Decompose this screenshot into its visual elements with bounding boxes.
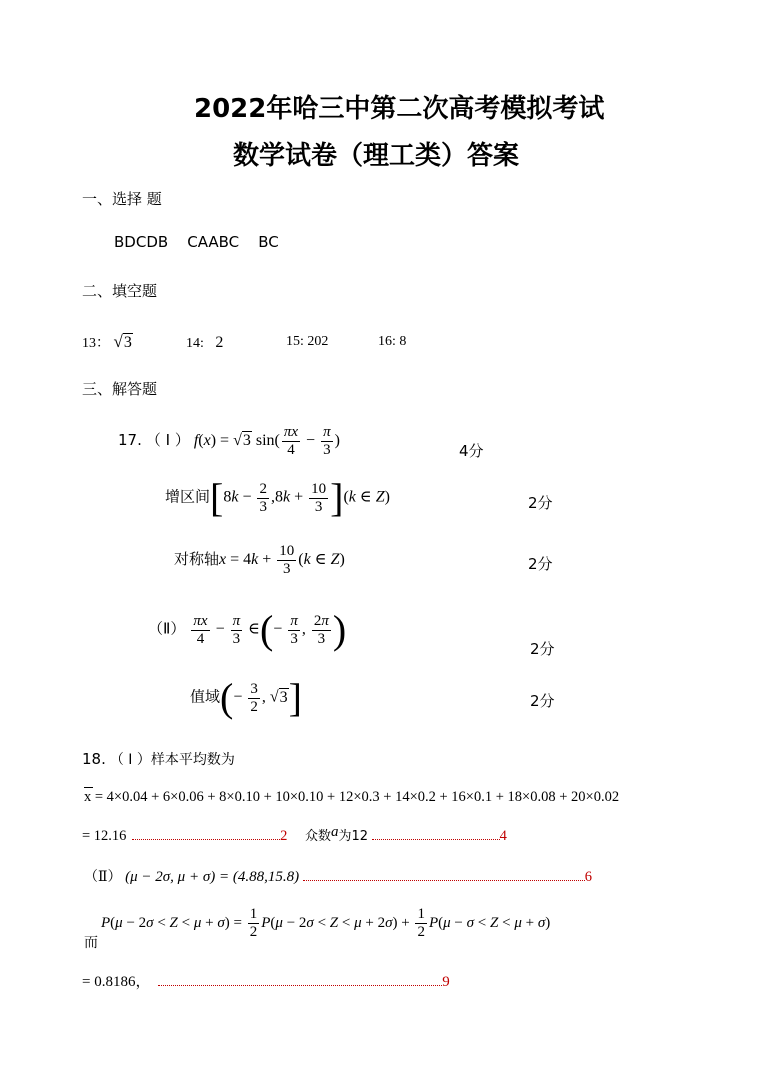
mark-4: 4 <box>499 828 507 844</box>
q17-part2-line: （Ⅱ） $\frac{\pi x}{4}$ − $\frac{\pi}{3}$ ∈(− $\frac{\pi}{3}$ , $\frac{2\pi}{3}$ ) <box>148 607 347 652</box>
q18-prob-result-line <box>82 970 450 991</box>
fill-item-16 <box>378 334 406 350</box>
q17-part1-line: 17. （ Ⅰ ） f(x) = √3 sin( $\frac{\pi x}{4}$ − $\frac{\pi}{3}$ ) <box>118 424 340 458</box>
fill-label-14: 14: <box>186 336 204 351</box>
choice-answers: BDCDB CAABC BC <box>114 233 279 251</box>
q18-part1-label: （ Ⅰ ）样本平均数为 <box>109 752 235 768</box>
q17-score-3: 2分 <box>528 555 553 573</box>
x-bar-overline <box>84 787 93 788</box>
q17-part2-label: （Ⅱ） <box>148 619 186 638</box>
q18-interval: (μ − 2σ, μ + σ) = (4.88,15.8) <box>125 869 300 885</box>
q18-part2-line <box>84 866 592 886</box>
q17-range: 值域(− $\frac{3}{2}$ , √3] <box>190 675 302 720</box>
q17-score-5: 2分 <box>530 692 555 710</box>
mark-2: 2 <box>280 828 288 844</box>
fill-value-16: 8 <box>399 334 407 349</box>
score-dots <box>158 984 442 986</box>
q18-mode-value: 为12 <box>338 829 368 844</box>
fill-value-13: 3 <box>123 334 132 351</box>
q18-probability-expression: P(μ − 2σ < Z < μ + σ) = $\frac{1}{2}$ P(μ − 2σ < Z < μ + 2σ) + $\frac{1}{2}$ P(μ − σ < Z < μ + σ) <box>101 906 551 940</box>
mark-9: 9 <box>442 974 450 990</box>
q17-score-2: 2分 <box>528 494 553 512</box>
q18-part1-line <box>82 749 235 769</box>
score-dots <box>372 838 500 840</box>
q18-mean-result-line <box>82 824 507 845</box>
fill-item-14 <box>186 334 223 352</box>
q18-mean-result: = 12.16 <box>82 828 127 844</box>
title-line-1: 2022年哈三中第二次高考模拟考试 <box>194 94 605 124</box>
fill-item-13: 13： √3 <box>82 332 132 351</box>
q18-mode-text: 众数 <box>304 829 331 844</box>
fill-label-16: 16: <box>378 334 396 349</box>
fill-value-14: 2 <box>215 334 224 351</box>
q17-range-label: 值域 <box>190 687 221 706</box>
q18-mean-expression: x = 4×0.04 + 6×0.06 + 8×0.10 + 10×0.10 + 12×0.3 + 14×0.2 + 16×0.1 + 18×0.08 + 20×0.02 <box>84 789 620 805</box>
q17-score-1: 4分 <box>459 442 484 460</box>
fill-label-15: 15: <box>286 334 304 349</box>
q18-number: 18. <box>82 750 106 768</box>
fill-item-15 <box>286 334 328 350</box>
mark-6: 6 <box>584 869 592 885</box>
section-heading-solve: 三、解答题 <box>82 380 158 398</box>
q17-increasing-interval: 增区间[8k − $\frac{2}{3}$ ,8k + $\frac{10}{3}$ ](k ∈ Z) <box>165 475 390 520</box>
q18-er: 而 <box>84 936 98 951</box>
q17-axis-label: 对称轴 <box>174 550 220 569</box>
q17-score-4: 2分 <box>530 640 555 658</box>
q17-number: 17. <box>118 431 142 450</box>
fill-label-13: 13： <box>82 336 110 351</box>
q17-part1-label: （ Ⅰ ） <box>145 431 190 450</box>
section-heading-fill: 二、填空题 <box>82 282 158 300</box>
q17-symmetry-axis: 对称轴x = 4k + $\frac{10}{3}$ (k ∈ Z) <box>174 543 345 577</box>
q18-mode-var: a <box>330 824 339 840</box>
score-dots <box>303 879 585 881</box>
title-line-2: 数学试卷（理工类）答案 <box>233 141 520 171</box>
fill-value-15: 202 <box>307 334 329 349</box>
q18-part2-label: （Ⅱ） <box>84 870 122 885</box>
section-heading-choice: 一、选择 题 <box>82 190 162 208</box>
q18-prob-result: = 0.8186， <box>82 974 151 990</box>
q17-inc-label: 增区间 <box>165 487 211 506</box>
score-dots <box>132 838 280 840</box>
